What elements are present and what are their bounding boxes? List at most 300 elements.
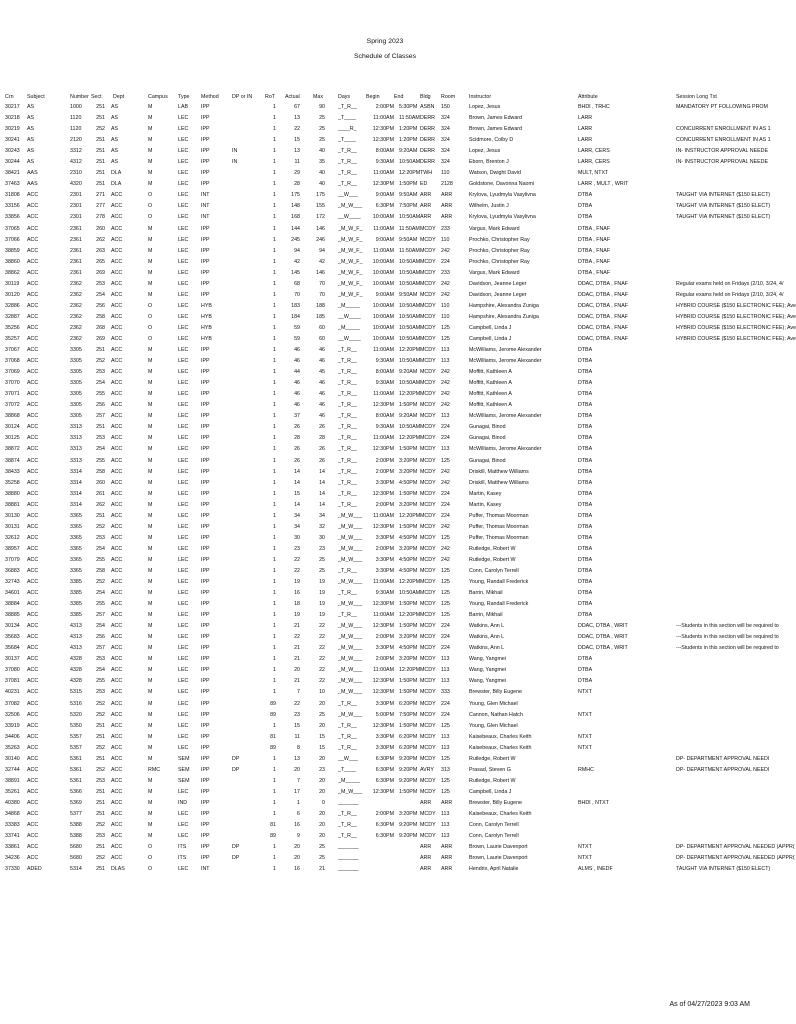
table-cell: 125 [441, 755, 450, 762]
table-cell: 7:50PM [399, 203, 418, 210]
table-cell: M [148, 247, 153, 254]
table-cell: 254 [96, 545, 105, 552]
table-cell: ARR [441, 844, 453, 851]
table-cell: 14 [319, 468, 325, 475]
table-cell: TAUGHT VIA INTERNET ($150 ELECT) [676, 214, 771, 221]
table-cell: _M_W___ [338, 623, 363, 630]
table-cell: IPP [201, 247, 210, 254]
table-cell: ARR [441, 855, 453, 862]
table-cell: LEC [178, 192, 189, 199]
table-cell: 11:50AM [399, 247, 420, 254]
table-cell: _______ [338, 799, 359, 806]
table-cell: 9:50AM [399, 236, 418, 243]
table-cell: ACC [111, 457, 123, 464]
table-cell: Driskill, Matthew Williams [469, 468, 529, 475]
table-row [0, 190, 770, 201]
table-cell: DP- DEPARTMENT APPROVAL NEEDI [676, 766, 770, 773]
table-cell: ACC [111, 545, 123, 552]
table-cell: 11:00AM [373, 115, 394, 122]
table-cell: HYB [201, 335, 212, 342]
table-cell: TAUGHT VIA INTERNET ($150 ELECT) [676, 866, 771, 873]
table-cell: HYBRID COURSE ($150 ELECTRONIC FEE); Ave [676, 302, 796, 309]
table-cell: 2362 [70, 280, 82, 287]
table-row [0, 135, 770, 146]
table-cell: M [148, 590, 153, 597]
table-cell: 256 [96, 302, 105, 309]
table-cell: IPP [201, 181, 210, 188]
table-cell: 16 [294, 590, 300, 597]
table-cell: 146 [316, 225, 325, 232]
table-cell: LEC [178, 866, 189, 873]
table-cell: IPP [201, 755, 210, 762]
table-cell: 46 [294, 380, 300, 387]
table-cell: Vargus, Mark Edward [469, 225, 520, 232]
table-cell: LEC [178, 457, 189, 464]
table-cell: Rutledge, Robert W [469, 777, 516, 784]
table-cell: ACC [111, 446, 123, 453]
table-cell: RMHC [578, 766, 594, 773]
table-cell: 38868 [5, 413, 20, 420]
table-cell: M [148, 446, 153, 453]
table-row [0, 765, 770, 776]
table-cell: HYB [201, 324, 212, 331]
table-cell: Cannon, Nathan Hatch [469, 711, 523, 718]
table-cell: Wang, Yangmei [469, 678, 507, 685]
table-cell: DTBA [578, 391, 593, 398]
table-cell: IND [178, 799, 188, 806]
table-cell: DTBA [578, 457, 593, 464]
table-cell: 254 [96, 291, 105, 298]
table-cell: 11:00AM [373, 667, 394, 674]
table-cell: DP- DEPARTMENT APPROVAL NEEDI [676, 755, 770, 762]
table-row [0, 511, 770, 522]
table-row [0, 699, 770, 710]
table-cell: LEC [178, 347, 189, 354]
table-cell: 175 [291, 192, 300, 199]
table-cell: 14 [319, 490, 325, 497]
table-cell: 188 [316, 302, 325, 309]
table-cell: ACC [111, 258, 123, 265]
table-cell: 19 [294, 579, 300, 586]
table-cell: 1 [273, 766, 276, 773]
table-row [0, 710, 770, 721]
table-cell: LEC [178, 678, 189, 685]
table-cell: LEC [178, 225, 189, 232]
table-cell: MCDY [420, 777, 436, 784]
table-cell: 9:20PM [399, 777, 418, 784]
table-cell: ACC [111, 777, 123, 784]
table-cell: 12:30PM [372, 446, 394, 453]
table-cell: ACC [111, 601, 123, 608]
table-cell: LARR [578, 115, 593, 122]
table-cell: 11:00AM [373, 512, 394, 519]
table-cell: O [148, 313, 153, 320]
table-cell: 33741 [5, 833, 20, 840]
table-cell: 32887 [5, 313, 20, 320]
table-cell: LEC [178, 634, 189, 641]
table-cell: 278 [96, 214, 105, 221]
table-cell: 2:00PM [375, 501, 394, 508]
table-cell: ACC [27, 457, 39, 464]
table-cell: 251 [96, 722, 105, 729]
table-cell: 67 [294, 104, 300, 110]
table-cell: RMC [148, 766, 161, 773]
table-cell: 1 [273, 358, 276, 365]
table-cell: 1 [273, 490, 276, 497]
table-cell: __W____ [338, 214, 361, 221]
table-cell: SEM [178, 755, 190, 762]
table-cell: ACC [111, 358, 123, 365]
table-cell: 21 [294, 678, 300, 685]
table-cell: ACC [27, 556, 39, 563]
page-title: Spring 2023 [366, 38, 404, 45]
table-cell: ACC [27, 700, 39, 707]
table-row [0, 146, 770, 157]
table-row [0, 555, 770, 566]
table-cell: 333 [441, 689, 450, 696]
table-cell: 22 [294, 700, 300, 707]
table-cell: ACC [111, 501, 123, 508]
table-cell: ACC [111, 722, 123, 729]
table-cell: ACC [111, 479, 123, 486]
table-cell: 125 [441, 324, 450, 331]
table-cell: 1 [273, 799, 276, 806]
table-cell: M [148, 689, 153, 696]
table-cell: 15 [294, 722, 300, 729]
table-cell: 30124 [5, 424, 20, 431]
table-cell: LEC [178, 126, 189, 133]
table-cell: 21 [294, 656, 300, 663]
table-row [0, 124, 770, 135]
table-cell: IPP [201, 766, 210, 773]
table-cell: 2:00PM [375, 457, 394, 464]
table-cell: 12:30PM [372, 623, 394, 630]
table-cell: 11:00AM [373, 225, 394, 232]
table-cell: ACC [27, 402, 39, 409]
table-cell: 60 [319, 335, 325, 342]
table-cell: 10:50AM [399, 280, 421, 287]
table-cell: 2310 [70, 170, 82, 177]
table-cell: 113 [441, 678, 450, 685]
table-cell: 30219 [5, 126, 20, 133]
table-cell: 1 [273, 148, 276, 155]
column-header: Type [178, 93, 190, 100]
table-cell: DERR [420, 137, 436, 144]
table-cell: _T_R__ [338, 612, 357, 619]
table-cell: IN [232, 148, 238, 155]
column-header: Method [201, 93, 219, 100]
table-cell: O [148, 203, 153, 210]
table-cell: 70 [294, 291, 300, 298]
table-cell: 145 [291, 269, 300, 276]
table-cell: 30134 [5, 623, 20, 630]
table-cell: Puffer, Thomas Moorman [469, 523, 529, 530]
table-cell: 11:00AM [373, 391, 394, 398]
table-cell: 21 [294, 623, 300, 630]
table-cell: 0 [322, 799, 325, 806]
table-cell: 12:20PM [399, 391, 421, 398]
table-cell: M [148, 236, 153, 243]
table-cell: IPP [201, 170, 210, 177]
table-cell: INT [201, 192, 210, 199]
table-cell: Moffitt, Kathleen A [469, 369, 512, 376]
table-cell: NTXT [578, 844, 592, 851]
table-cell: ACC [27, 501, 39, 508]
column-header: Actual [285, 93, 300, 100]
table-cell: Kaisebeaux, Charles Keith [469, 811, 532, 817]
table-cell: MCDY [420, 512, 436, 519]
table-cell: 5357 [70, 744, 82, 751]
table-cell: M [148, 347, 153, 354]
table-cell: 34 [294, 512, 300, 519]
table-cell: 9:30AM [375, 590, 394, 597]
table-cell: M [148, 402, 153, 409]
table-cell: 251 [96, 844, 105, 851]
table-cell: 2361 [70, 236, 82, 243]
table-cell: 12:20PM [399, 170, 421, 177]
table-cell: LEC [178, 645, 189, 652]
table-cell: 251 [96, 866, 105, 873]
table-cell: 10:00AM [372, 313, 394, 320]
table-cell: 15 [319, 733, 325, 740]
table-cell: M [148, 601, 153, 608]
table-cell: ARR [441, 799, 453, 806]
table-cell: ACC [27, 777, 39, 784]
table-cell: LEC [178, 435, 189, 442]
table-cell: TWH [420, 170, 433, 177]
table-cell: ACC [111, 733, 123, 740]
table-cell: 2:00PM [375, 811, 394, 817]
table-cell: __W___ [338, 755, 358, 762]
table-cell: 110 [441, 170, 450, 177]
table-cell: M [148, 457, 153, 464]
table-cell: _T_R__ [338, 159, 357, 166]
table-cell: ---Students in this section will be required to [676, 645, 779, 652]
table-cell: MCDY [420, 380, 436, 387]
table-cell: __W___ [338, 192, 358, 199]
table-cell: ACC [27, 523, 39, 530]
table-cell: IPP [201, 612, 210, 619]
table-cell: 30 [294, 534, 300, 541]
table-cell: ---Students in this section will be required to [676, 623, 779, 630]
table-cell: 1 [273, 645, 276, 652]
table-cell: 30217 [5, 104, 20, 110]
table-cell: IPP [201, 369, 210, 376]
table-cell: _T_R__ [338, 391, 357, 398]
table-cell: 255 [96, 457, 105, 464]
table-cell: Rutledge, Robert W [469, 545, 516, 552]
table-cell: 4320 [70, 181, 82, 188]
table-cell: LEC [178, 115, 189, 122]
table-cell: 45 [319, 369, 325, 376]
table-cell: 38872 [5, 446, 20, 453]
table-cell: LEC [178, 612, 189, 619]
table-cell: 20 [319, 822, 325, 829]
table-cell: 8:00AM [375, 413, 394, 420]
table-cell: IPP [201, 148, 210, 155]
table-cell: 12:30PM [372, 689, 394, 696]
table-cell: 89 [270, 744, 276, 751]
table-cell: DTBA [578, 678, 593, 685]
table-row [0, 433, 770, 444]
table-cell: 4:50PM [399, 556, 418, 563]
table-cell: 46 [319, 402, 325, 409]
table-cell: NTXT [578, 855, 592, 862]
table-cell: 3:30PM [375, 645, 394, 652]
table-row [0, 798, 770, 809]
table-row [0, 665, 770, 676]
table-cell: Hendrix, April Natalie [469, 866, 519, 873]
table-cell: 9:20PM [399, 822, 418, 829]
table-cell: 26 [319, 424, 325, 431]
table-cell: 277 [96, 203, 105, 210]
table-cell: AS [27, 115, 35, 122]
table-cell: 25 [319, 137, 325, 144]
column-header: RoT [265, 93, 276, 100]
table-cell: 10:50AM [399, 214, 421, 221]
table-cell: _T_R__ [338, 347, 357, 354]
table-cell: 1 [273, 844, 276, 851]
table-cell: __W____ [338, 335, 361, 342]
schedule-table [0, 102, 796, 875]
table-row [0, 732, 770, 743]
table-cell: 1 [273, 523, 276, 530]
table-row [0, 754, 770, 765]
table-cell: DLAS [111, 866, 125, 873]
table-cell: 1 [273, 225, 276, 232]
column-header: Dept [113, 93, 125, 100]
table-cell: 38891 [5, 777, 20, 784]
table-cell: ACC [111, 468, 123, 475]
table-cell: LEC [178, 324, 189, 331]
table-cell: 1:50PM [399, 689, 418, 696]
table-cell: IPP [201, 678, 210, 685]
table-row [0, 621, 779, 632]
table-cell: M [148, 258, 153, 265]
table-cell: LEC [178, 744, 189, 751]
table-cell: 46 [294, 391, 300, 398]
table-cell: _T_R__ [338, 700, 357, 707]
table-cell: 59 [294, 335, 300, 342]
table-cell: MCDY [420, 722, 436, 729]
table-cell: M [148, 424, 153, 431]
table-cell: 1:50PM [399, 623, 418, 630]
table-cell: DDAC, DTBA , WRIT [578, 634, 628, 641]
table-cell: 251 [96, 148, 105, 155]
table-cell: MCDY [420, 733, 436, 740]
table-cell: ACC [27, 833, 39, 840]
table-cell: _M_W___ [338, 523, 363, 530]
table-cell: ACC [111, 512, 123, 519]
table-row [0, 577, 770, 588]
table-cell: IPP [201, 811, 210, 817]
table-cell: 1000 [70, 104, 82, 110]
table-cell: 31808 [5, 192, 20, 199]
table-cell: DTBA [578, 512, 593, 519]
table-cell: LEC [178, 523, 189, 530]
table-cell: 38957 [5, 545, 20, 552]
table-cell: 253 [96, 777, 105, 784]
table-cell: 6:30PM [375, 777, 394, 784]
table-cell: _M_W_F_ [338, 258, 363, 265]
table-cell: 1 [273, 435, 276, 442]
table-cell: 184 [291, 313, 300, 320]
table-cell: DTBA , FNAF [578, 247, 611, 254]
table-cell: _T_R__ [338, 402, 357, 409]
table-cell: 33919 [5, 722, 20, 729]
table-cell: M [148, 280, 153, 287]
table-cell: DTBA [578, 347, 593, 354]
table-cell: 5361 [70, 755, 82, 762]
table-cell: 30137 [5, 656, 20, 663]
table-cell: Barrin, Mikhail [469, 590, 503, 597]
table-cell: 70 [319, 291, 325, 298]
table-cell: 35258 [5, 479, 20, 486]
table-row [0, 400, 770, 411]
table-cell: 1 [273, 601, 276, 608]
table-cell: M [148, 148, 153, 155]
table-cell: 125 [441, 534, 450, 541]
table-cell: 251 [96, 159, 105, 166]
table-cell: Brewster, Billy Eugene [469, 799, 522, 806]
table-cell: DERR [420, 126, 436, 133]
table-cell: 254 [96, 446, 105, 453]
table-cell: 9:30AM [375, 159, 394, 166]
table-cell: 13 [294, 148, 300, 155]
table-cell: 1 [273, 302, 276, 309]
table-cell: 254 [96, 667, 105, 674]
table-cell: M [148, 623, 153, 630]
table-cell: 113 [441, 733, 450, 740]
table-cell: 9:50AM [399, 192, 418, 199]
table-cell: LEC [178, 236, 189, 243]
table-cell: IN [232, 159, 238, 166]
table-cell: 252 [96, 822, 105, 829]
table-cell: 262 [96, 501, 105, 508]
table-cell: _T_R__ [338, 181, 357, 188]
table-cell: 1 [273, 126, 276, 133]
table-cell: 113 [441, 347, 450, 354]
table-cell: 2120 [70, 137, 82, 144]
table-cell: 10:50AM [399, 358, 421, 365]
table-cell: IPP [201, 269, 210, 276]
table-cell: IPP [201, 490, 210, 497]
table-cell: 37463 [5, 181, 20, 188]
column-header: Room [441, 93, 456, 100]
table-cell: Moffitt, Kathleen A [469, 380, 512, 387]
table-cell: AS [111, 126, 119, 133]
table-cell: 12:30PM [372, 402, 394, 409]
table-row [0, 235, 770, 246]
table-cell: 3:20PM [399, 457, 418, 464]
table-cell: LEC [178, 159, 189, 166]
table-row [0, 533, 770, 544]
table-cell: IPP [201, 545, 210, 552]
table-cell: 6:20PM [399, 733, 418, 740]
table-cell: MCDY [420, 700, 436, 707]
table-cell: 37069 [5, 369, 20, 376]
table-row [0, 411, 770, 422]
table-cell: 252 [96, 579, 105, 586]
table-cell: 242 [441, 369, 450, 376]
table-cell: 38859 [5, 247, 20, 254]
table-cell: IPP [201, 115, 210, 122]
table-cell: 59 [294, 324, 300, 331]
table-cell: MCDY [420, 556, 436, 563]
table-row [0, 820, 770, 831]
table-cell: 125 [441, 777, 450, 784]
table-cell: ACC [111, 623, 123, 630]
